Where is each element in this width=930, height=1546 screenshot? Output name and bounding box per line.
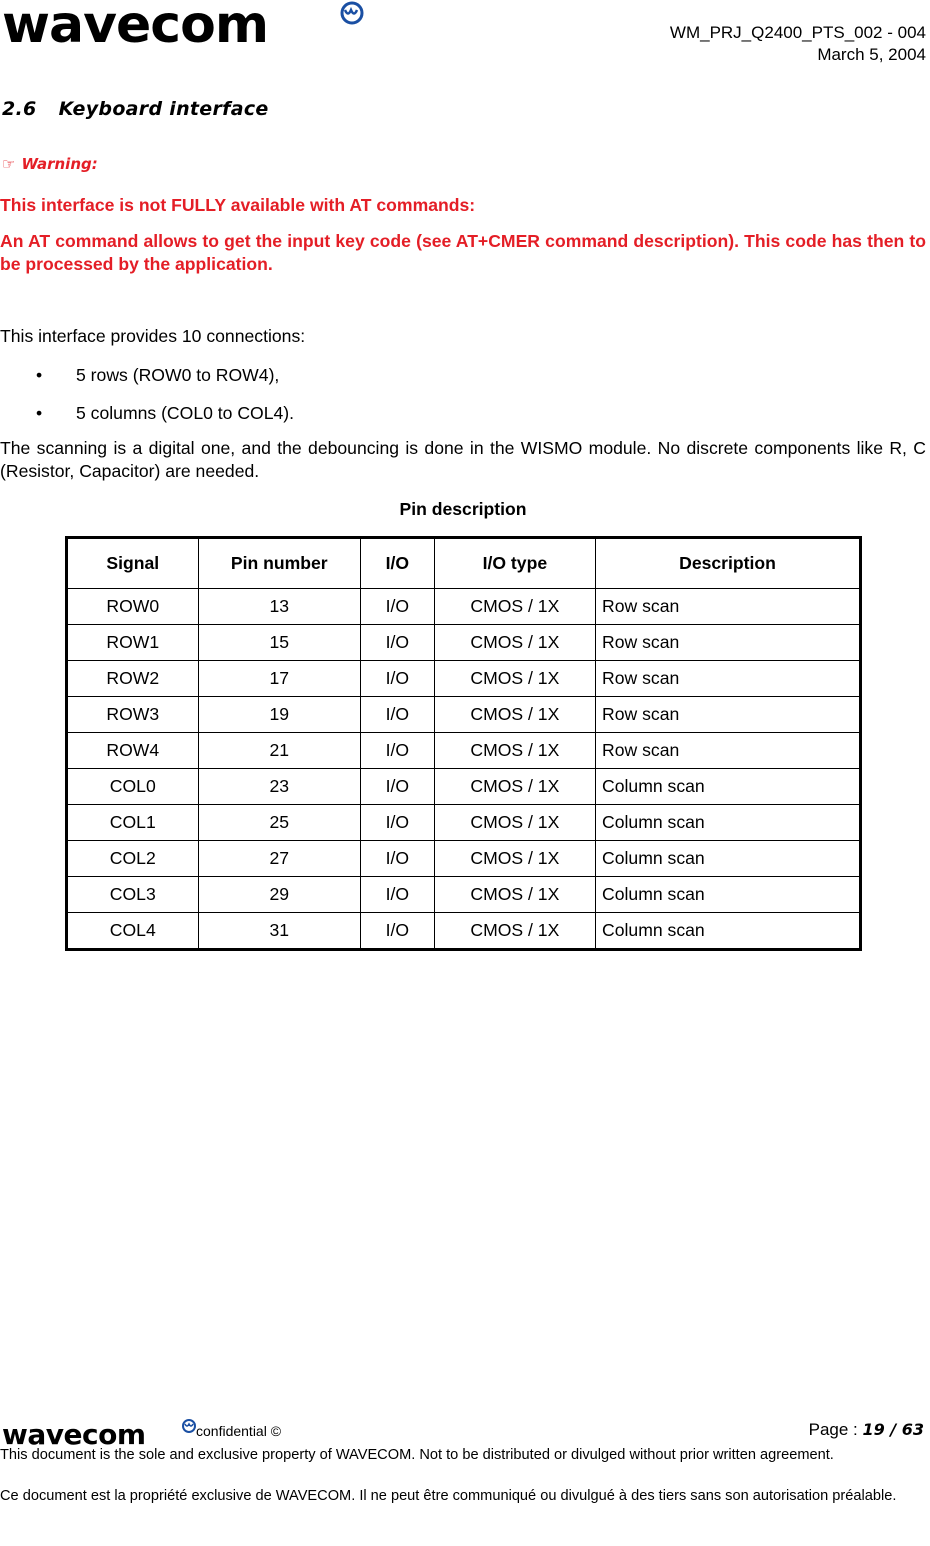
table-row: COL2 27 I/O CMOS / 1X Column scan <box>67 841 861 877</box>
table-row: ROW1 15 I/O CMOS / 1X Row scan <box>67 625 861 661</box>
table-row: COL1 25 I/O CMOS / 1X Column scan <box>67 805 861 841</box>
warning-line-2: An AT command allows to get the input key code (see AT+CMER command description). This code has then to be processed by the application. <box>0 231 926 274</box>
table-row: ROW0 13 I/O CMOS / 1X Row scan <box>67 589 861 625</box>
document-id: WM_PRJ_Q2400_PTS_002 - 004 <box>669 23 926 42</box>
header-io-type: I/O type <box>434 538 595 589</box>
document-reference <box>670 22 926 66</box>
footer-wavecom-logo <box>2 1418 198 1448</box>
list-item: • 5 rows (ROW0 to ROW4), <box>36 365 280 385</box>
legal-notice-fr: Ce document est la propriété exclusive de WAVECOM. Il ne peut être communiqué ou divulgué à des tiers sans son autorisation préalable. <box>0 1488 897 1504</box>
intro-paragraph: This interface provides 10 connections: <box>0 326 306 346</box>
table-row: ROW2 17 I/O CMOS / 1X Row scan <box>67 661 861 697</box>
section-number: 2.6 <box>2 98 37 120</box>
svg-text:wavecom: wavecom <box>2 0 269 48</box>
table-row: COL0 23 I/O CMOS / 1X Column scan <box>67 769 861 805</box>
pin-description-table <box>65 536 862 951</box>
table-header-row <box>67 538 861 589</box>
header-io: I/O <box>360 538 434 589</box>
header-pin-number: Pin number <box>198 538 360 589</box>
pointing-hand-icon: ☞ <box>2 155 16 173</box>
wavecom-logo <box>2 0 367 48</box>
bullet-icon: • <box>36 365 43 385</box>
table-row: COL4 31 I/O CMOS / 1X Column scan <box>67 913 861 950</box>
page-number: Page : 19 / 63 <box>808 1420 924 1439</box>
table-row: ROW4 21 I/O CMOS / 1X Row scan <box>67 733 861 769</box>
section-title: Keyboard interface <box>58 98 269 120</box>
svg-text:wavecom: wavecom <box>2 1418 146 1448</box>
warning-heading <box>2 155 98 173</box>
scanning-paragraph: The scanning is a digital one, and the debouncing is done in the WISMO module. No discrete components like R, C (Resistor, Capacitor) are needed. <box>0 438 926 481</box>
table-row: COL3 29 I/O CMOS / 1X Column scan <box>67 877 861 913</box>
table-row: ROW3 19 I/O CMOS / 1X Row scan <box>67 697 861 733</box>
table-caption: Pin description <box>399 499 527 519</box>
legal-notice-en: This document is the sole and exclusive property of WAVECOM. Not to be distributed or divulged without prior written agreement. <box>0 1447 834 1463</box>
warning-label: Warning: <box>21 155 98 173</box>
section-heading <box>2 98 269 120</box>
header-signal: Signal <box>67 538 199 589</box>
warning-line-1: This interface is not FULLY available with AT commands: <box>0 195 476 215</box>
document-date: March 5, 2004 <box>817 45 926 64</box>
bullet-icon: • <box>36 403 43 423</box>
header-description: Description <box>596 538 861 589</box>
confidential-label: confidential © <box>196 1423 282 1439</box>
list-item: • 5 columns (COL0 to COL4). <box>36 403 295 423</box>
